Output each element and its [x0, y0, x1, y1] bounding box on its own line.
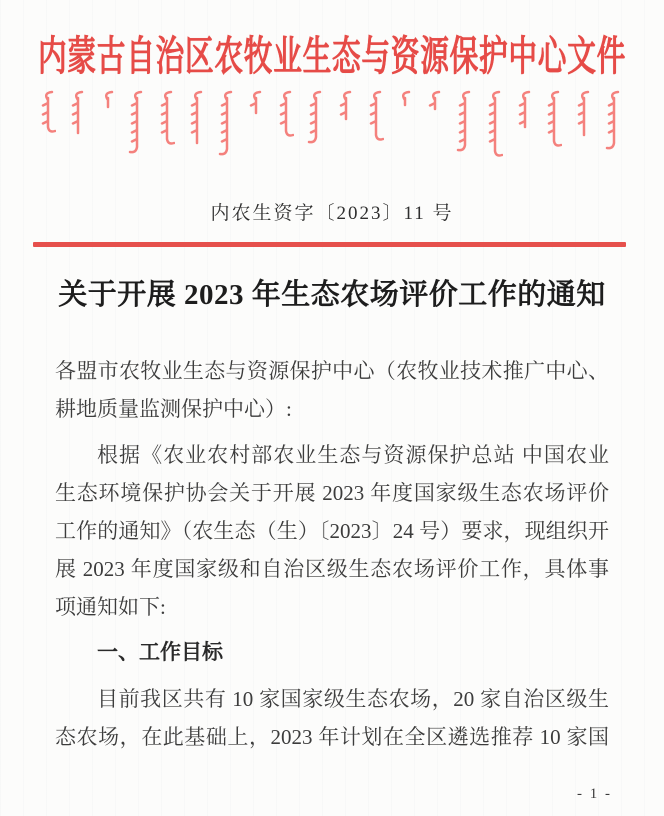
red-divider-line: [33, 242, 626, 247]
mongolian-word-icon: [425, 90, 443, 116]
mongolian-word-icon: [68, 90, 86, 140]
mongolian-word-icon: [515, 90, 533, 134]
notice-body: [55, 352, 609, 756]
body-line: 生态环境保护协会关于开展 2023 年度国家级生态农场评价: [55, 481, 609, 505]
mongolian-word-icon: [366, 90, 384, 142]
mongolian-word-icon: [157, 90, 175, 146]
mongolian-word-icon: [98, 90, 116, 114]
mongolian-word-icon: [127, 90, 145, 154]
body-line: 各盟市农牧业生态与资源保护中心（农牧业技术推广中心、: [55, 359, 609, 383]
mongolian-word-icon: [544, 90, 562, 148]
body-line: 根据《农业农村部农业生态与资源保护总站 中国农业: [97, 443, 609, 467]
body-line: 展 2023 年度国家级和自治区级生态农场评价工作，具体事: [55, 557, 609, 581]
mongolian-word-icon: [604, 90, 622, 150]
mongolian-word-icon: [38, 90, 56, 134]
mongolian-word-icon: [217, 90, 235, 156]
mongolian-word-icon: [485, 90, 503, 158]
body-line: 项通知如下:: [55, 595, 166, 619]
mongolian-word-icon: [395, 90, 413, 112]
body-line: 工作的通知》（农生态（生）〔2023〕24 号）要求，现组织开: [55, 519, 609, 543]
mongolian-word-icon: [246, 90, 264, 120]
mongolian-word-icon: [306, 90, 324, 144]
page-number: - 1 -: [577, 786, 612, 802]
mongolian-word-icon: [336, 90, 354, 126]
letterhead-org-title: 内蒙古自治区农牧业生态与资源保护中心文件: [38, 32, 626, 79]
mongolian-word-icon: [276, 90, 294, 138]
notice-title: 关于开展 2023 年生态农场评价工作的通知: [58, 279, 606, 311]
body-line: 耕地质量监测保护中心）:: [55, 397, 292, 421]
mongolian-word-icon: [187, 90, 205, 150]
section-heading: 一、工作目标: [97, 641, 223, 664]
body-line: 目前我区共有 10 家国家级生态农场，20 家自治区级生: [97, 687, 609, 711]
document-number: 内农生资字〔2023〕11 号: [210, 203, 454, 224]
body-line: 态农场，在此基础上，2023 年计划在全区遴选推荐 10 家国: [55, 725, 609, 749]
mongolian-script-row: [38, 90, 622, 190]
mongolian-word-icon: [455, 90, 473, 152]
letterhead: [0, 20, 664, 84]
mongolian-word-icon: [574, 90, 592, 142]
